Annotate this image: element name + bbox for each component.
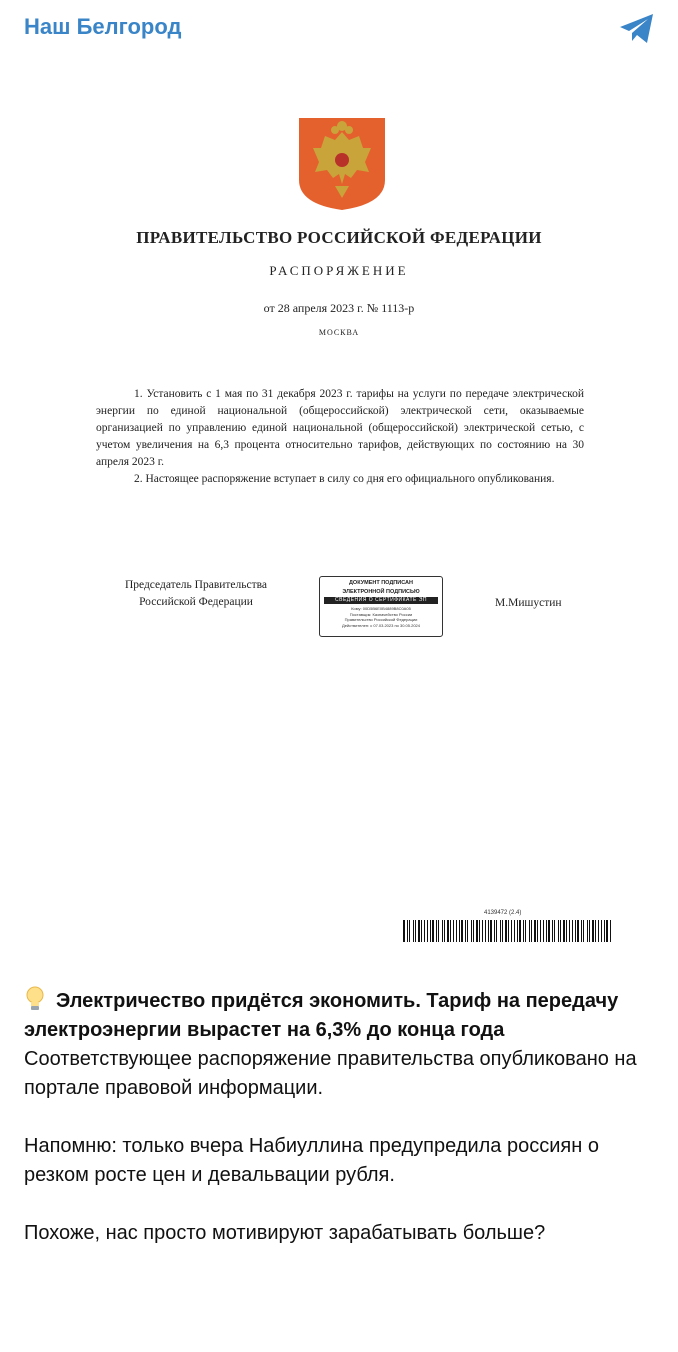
document-city: МОСКВА	[318, 328, 360, 337]
barcode-number: 4139472 (2.4)	[484, 910, 522, 916]
document-gov-title: ПРАВИТЕЛЬСТВО РОССИЙСКОЙ ФЕДЕРАЦИИ	[136, 228, 542, 247]
signer-name: М.Мишустин	[495, 597, 562, 609]
post-headline-text: Электричество придётся экономить. Тариф на передачу электроэнергии вырастет на 6,3% до конца года	[24, 990, 619, 1041]
stamp-line: Поставщик: Казначейство России	[349, 611, 413, 617]
stamp-line: Действителен: с 07.03.2023 по 30.05.2024	[342, 622, 420, 628]
post-paragraph: Напомню: только вчера Набиуллина предупредила россиян о резком росте цен и девальвации рубля.	[24, 1135, 599, 1186]
post-headline	[24, 986, 644, 1045]
signer-title	[96, 577, 296, 611]
post-paragraph: Соответствующее распоряжение правительства опубликовано на портале правовой информации.	[24, 1048, 637, 1099]
document-order-title: РАСПОРЯЖЕНИЕ	[269, 263, 409, 278]
barcode	[403, 920, 612, 942]
stamp-title: ЭЛЕКТРОННОЙ ПОДПИСЬЮ	[342, 589, 420, 595]
lightbulb-icon	[24, 986, 46, 1012]
signer-title-line: Российской Федерации	[139, 596, 253, 608]
stamp-certificate-bar: СВЕДЕНИЯ О СЕРТИФИКАТЕ ЭП	[324, 597, 438, 604]
document-body	[96, 386, 584, 488]
document-order-date: от 28 апреля 2023 г. № 1113-р	[263, 301, 415, 315]
document-image[interactable]	[0, 58, 678, 978]
document-paragraph: 2. Настоящее распоряжение вступает в силу со дня его официального опубликования.	[134, 473, 555, 485]
stamp-title: ДОКУМЕНТ ПОДПИСАН	[349, 580, 413, 586]
stamp-line: Правительство Российской Федерации	[344, 617, 418, 622]
electronic-signature-stamp	[319, 576, 443, 637]
post-text	[24, 986, 644, 1277]
channel-header	[0, 0, 678, 58]
post-paragraph: Похоже, нас просто мотивируют зарабатывать больше?	[24, 1222, 546, 1244]
coat-of-arms-emblem	[299, 118, 385, 210]
channel-name[interactable]: Наш Белгород	[24, 14, 182, 39]
signer-title-line: Председатель Правительства	[124, 579, 268, 591]
document-paragraph: 1. Установить с 1 мая по 31 декабря 2023 г. тарифы на услуги по передаче электрической энергии по единой национальной (общероссийской) электрической сети, оказываемые организацией по управлению единой национальной (общероссийской) электрической сетью, с учетом увеличения на 6,3 процента относительно тарифов, действующих по состоянию на 30 апреля 2023 г.	[96, 388, 584, 468]
stamp-line: Кому: 00D5B6E0B4889B8C0A05	[351, 606, 411, 611]
telegram-icon[interactable]	[618, 12, 656, 46]
